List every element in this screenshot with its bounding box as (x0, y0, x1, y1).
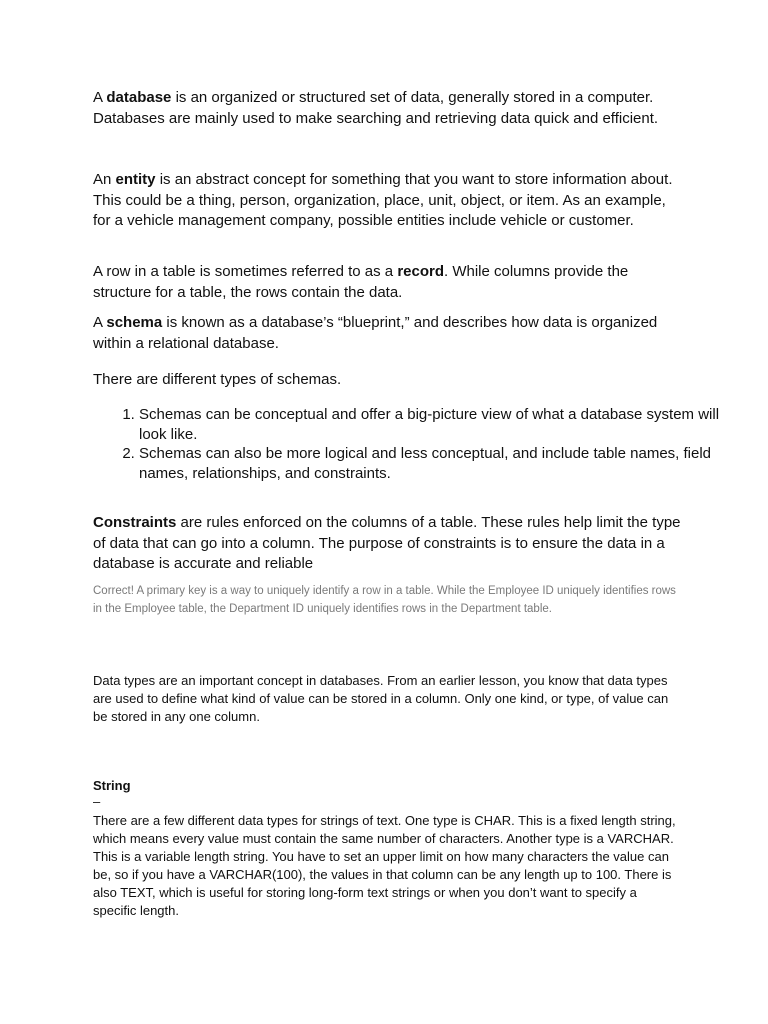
list-item: 1. Schemas can be conceptual and offer a big-picture view of what a database system will look like. (139, 405, 729, 444)
entity-text-pre: An (93, 171, 116, 188)
data-types-paragraph: Data types are an important concept in databases. From an earlier lesson, you know that data types are used to define what kind of value can be stored in a column. Only one kind, or type, of value can be stored in any one column. (93, 673, 669, 724)
string-heading: String (93, 778, 131, 793)
schema-term: schema (106, 314, 163, 331)
record-text-pre: A row in a table is sometimes referred to as a (93, 263, 398, 280)
database-text-post: is an organized or structured set of data, generally stored in a computer. Databases are mainly used to make searching and retrieving data quick and efficient. (93, 89, 659, 127)
schema-text-post: is known as a database’s “blueprint,” and describes how data is organized within a relational database. (93, 314, 658, 352)
record-term: record (397, 263, 444, 280)
string-dash: – (93, 794, 101, 809)
database-text-pre: A (93, 89, 107, 106)
entity-definition (93, 170, 683, 232)
schema-definition (93, 313, 683, 354)
record-text-post: . While columns provide the structure for a table, the rows contain the data. (93, 263, 629, 301)
constraints-definition (93, 513, 683, 575)
schema-types-list (93, 405, 729, 483)
database-definition (93, 88, 683, 129)
record-definition (93, 262, 683, 303)
constraints-text-post: are rules enforced on the columns of a table. These rules help limit the type of data that can go into a column. The purpose of constraints is to ensure the data in a database is accurate and reliable (93, 514, 681, 572)
string-paragraph: There are a few different data types for strings of text. One type is CHAR. This is a fixed length string, which means every value must contain the same number of characters. Another type is a VARCHAR. This is a variable length string. You have to set an upper limit on how many characters the value can be, so if you have a VARCHAR(100), the values in that column can be any length up to 100. There is also TEXT, which is useful for storing long-form text strings or when you don’t want to specify a specific length. (93, 813, 676, 918)
schema-text-pre: A (93, 314, 107, 331)
database-term: database (106, 89, 172, 106)
feedback-note: Correct! A primary key is a way to uniquely identify a row in a table. While the Employee ID uniquely identifies rows in the Employee table, the Department ID uniquely identifies rows in the Department table. (93, 585, 676, 615)
entity-text-post: is an abstract concept for something that you want to store information about. This could be a thing, person, organization, place, unit, object, or item. As an example, for a vehicle management company, possible entities include vehicle or customer. (93, 171, 673, 229)
constraints-term: Constraints (93, 514, 177, 531)
schema-types-intro: There are different types of schemas. (93, 371, 342, 388)
list-item: 2. Schemas can also be more logical and less conceptual, and include table names, field names, relationships, and constraints. (139, 444, 729, 483)
entity-term: entity (115, 171, 156, 188)
